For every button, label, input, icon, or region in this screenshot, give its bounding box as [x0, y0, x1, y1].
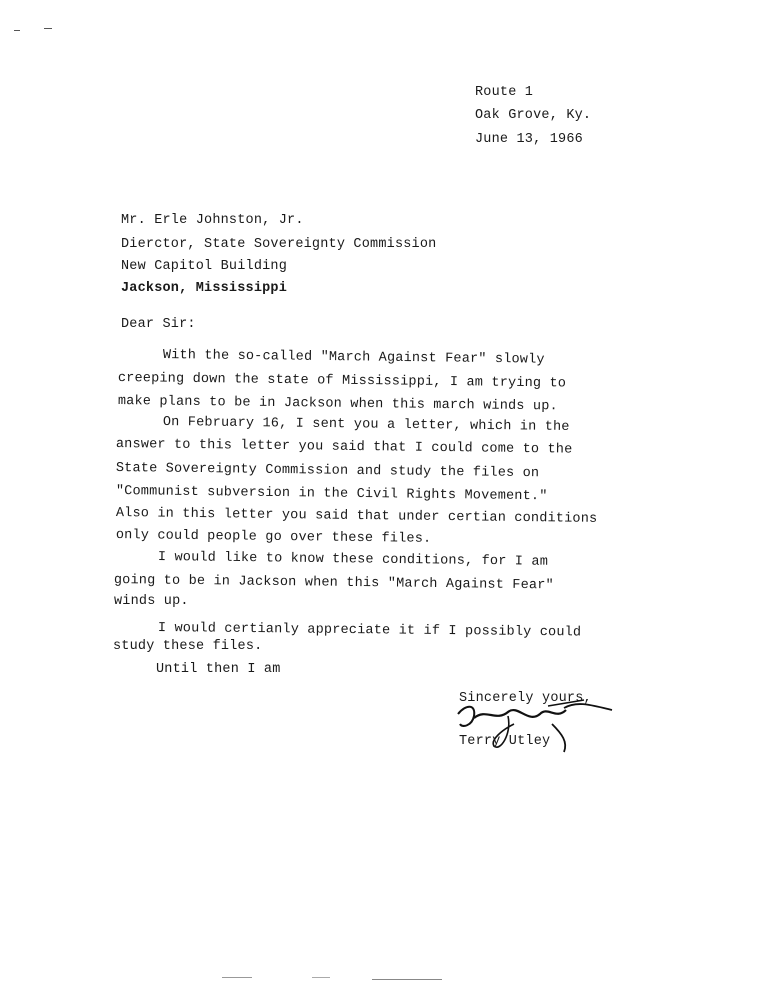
- body-line: On February 16, I sent you a letter, which in the: [162, 414, 570, 435]
- salutation: Dear Sir:: [121, 317, 196, 332]
- scan-mark: [312, 977, 330, 978]
- scan-mark: [222, 977, 252, 978]
- body-line: Also in this letter you said that under certian conditions: [115, 505, 598, 527]
- letter-date: June 13, 1966: [475, 132, 583, 147]
- body-line: creeping down the state of Mississippi, I am trying to: [117, 370, 567, 392]
- body-line: answer to this letter you said that I could come to the: [115, 436, 573, 458]
- return-address-line-1: Route 1: [475, 85, 534, 100]
- recipient-name: Mr. Erle Johnston, Jr.: [121, 213, 304, 228]
- return-address-line-2: Oak Grove, Ky.: [475, 108, 592, 123]
- body-line: I would like to know these conditions, for I am: [157, 549, 549, 570]
- body-line: With the so-called "March Against Fear" slowly: [162, 347, 545, 368]
- body-line: Until then I am: [156, 662, 281, 677]
- scan-mark: [372, 979, 442, 980]
- body-line: State Sovereignty Commission and study the files on: [115, 460, 540, 482]
- body-line: study these files.: [113, 639, 263, 654]
- signer-name: Terry Utley: [459, 734, 551, 749]
- closing: Sincerely yours,: [459, 691, 592, 706]
- scan-mark: [44, 28, 52, 29]
- body-line: winds up.: [114, 594, 189, 609]
- body-line: only could people go over these files.: [115, 527, 432, 547]
- recipient-city: Jackson, Mississippi: [121, 281, 288, 296]
- body-line: going to be in Jackson when this "March Against Fear": [113, 572, 554, 594]
- body-line: make plans to be in Jackson when this march winds up.: [117, 393, 558, 415]
- body-line: I would certianly appreciate it if I possibly could: [157, 620, 582, 641]
- body-line: "Communist subversion in the Civil Rights Movement.": [115, 483, 548, 505]
- recipient-title: Dierctor, State Sovereignty Commission: [121, 237, 437, 252]
- scan-mark: [14, 30, 20, 31]
- recipient-building: New Capitol Building: [121, 259, 288, 274]
